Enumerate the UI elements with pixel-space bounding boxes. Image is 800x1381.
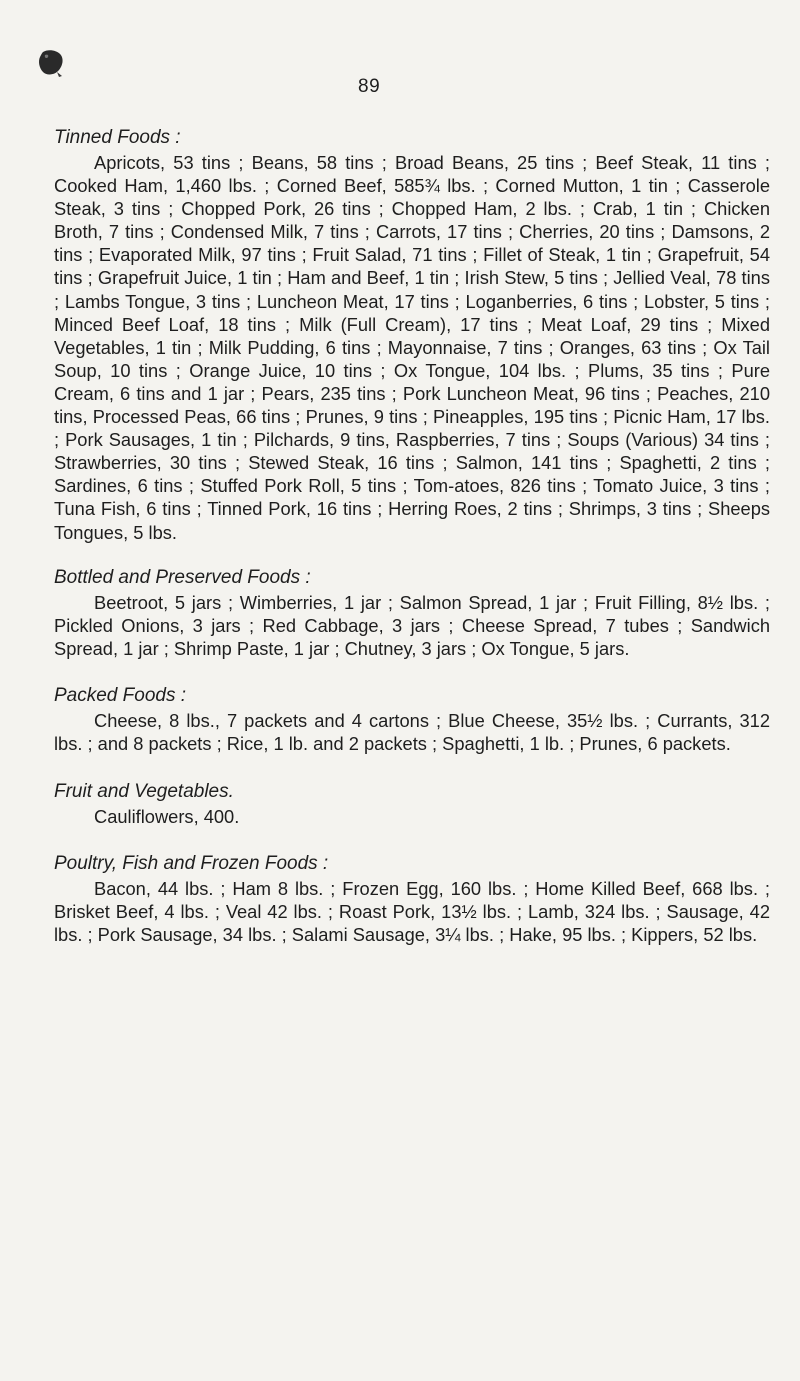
section-body: Cheese, 8 lbs., 7 packets and 4 cartons ; Blue Cheese, 35½ lbs. ; Currants, 312 lbs. ; and 8 packets ; Rice, 1 lb. and 2 packets ; Spaghetti, 1 lb. ; Prunes, 6 packets. bbox=[54, 709, 770, 754]
section-body: Cauliflowers, 400. bbox=[94, 806, 240, 828]
section-heading: Poultry, Fish and Frozen Foods : bbox=[54, 853, 329, 875]
section-heading: Packed Foods : bbox=[54, 684, 187, 706]
section-fruit-vegetables bbox=[54, 780, 770, 828]
document-body bbox=[54, 126, 770, 972]
section-body: Beetroot, 5 jars ; Wimberries, 1 jar ; Salmon Spread, 1 jar ; Fruit Filling, 8½ lbs. ; Pickled Onions, 3 jars ; Red Cabbage, 3 jars ; Cheese Spread, 7 tubes ; Sandwich Spread, 1 jar ; Shrimp Paste, 1 jar ; Chutney, 3 jars ; Ox Tongue, 5 jars. bbox=[54, 591, 770, 659]
section-bottled-preserved-foods bbox=[54, 566, 770, 660]
ink-blot-icon bbox=[36, 48, 66, 78]
section-body: Bacon, 44 lbs. ; Ham 8 lbs. ; Frozen Egg, 160 lbs. ; Home Killed Beef, 668 lbs. ; Brisket Beef, 4 lbs. ; Veal 42 lbs. ; Roast Pork, 13½ lbs. ; Lamb, 324 lbs. ; Sausage, 42 lbs. ; Pork Sausage, 34 lbs. ; Salami Sausage, 3¼ lbs. ; Hake, 95 lbs. ; Kippers, 52 lbs. bbox=[54, 878, 770, 946]
section-heading: Tinned Foods : bbox=[54, 127, 181, 148]
section-packed-foods bbox=[54, 684, 770, 755]
page-number: 89 bbox=[358, 76, 381, 97]
section-heading: Fruit and Vegetables. bbox=[54, 781, 234, 803]
section-poultry-fish-frozen-foods bbox=[54, 852, 770, 946]
section-body: Apricots, 53 tins ; Beans, 58 tins ; Broad Beans, 25 tins ; Beef Steak, 11 tins ; Cooked Ham, 1,460 lbs. ; Corned Beef, 585¾ lbs. ; Corned Mutton, 1 tin ; Casserole Steak, 3 tins ; Chopped Pork, 26 tins ; Chopped Ham, 2 lbs. ; Crab, 1 tin ; Chicken Broth, 7 tins ; Condensed Milk, 7 tins ; Carrots, 17 tins ; Cherries, 20 tins ; Damsons, 2 tins ; Evaporated Milk, 97 tins ; Fruit Salad, 71 tins ; Fillet of Steak, 1 tin ; Grapefruit, 54 tins ; Grapefruit Juice, 1 tin ; Ham and Beef, 1 tin ; Irish Stew, 5 tins ; Jellied Veal, 78 tins ; Lambs Tongue, 3 tins ; Luncheon Meat, 17 tins ; Loganberries, 6 tins ; Lobster, 5 tins ; Minced Beef Loaf, 18 tins ; Milk (Full Cream), 17 tins ; Meat Loaf, 29 tins ; Mixed Vegetables, 1 tin ; Milk Pudding, 6 tins ; Mayonnaise, 7 tins ; Oranges, 63 tins ; Ox Tail Soup, 10 tins ; Orange Juice, 10 tins ; Ox Tongue, 104 lbs. ; Plums, 35 tins ; Pure Cream, 6 tins and 1 jar ; Pears, 235 tins ; Pork Luncheon Meat, 96 tins ; Peaches, 210 tins, Processed Peas, 66 tins ; Prunes, 9 tins ; Pineapples, 195 tins ; Picnic Ham, 17 lbs. ; Pork Sausages, 1 tin ; Pilchards, 9 tins, Raspberries, 7 tins ; Soups (Various) 34 tins ; Strawberries, 30 tins ; Stewed Steak, 16 tins ; Salmon, 141 tins ; Spaghetti, 2 tins ; Sardines, 6 tins ; Stuffed Pork Roll, 5 tins ; Tom-atoes, 826 tins ; Tomato Juice, 3 tins ; Tuna Fish, 6 tins ; Tinned Pork, 16 tins ; Herring Roes, 2 tins ; Shrimps, 3 tins ; Sheeps Tongues, 5 lbs. bbox=[54, 152, 770, 543]
section-heading: Bottled and Preserved Foods : bbox=[54, 566, 311, 588]
section-tinned-foods bbox=[54, 126, 770, 544]
